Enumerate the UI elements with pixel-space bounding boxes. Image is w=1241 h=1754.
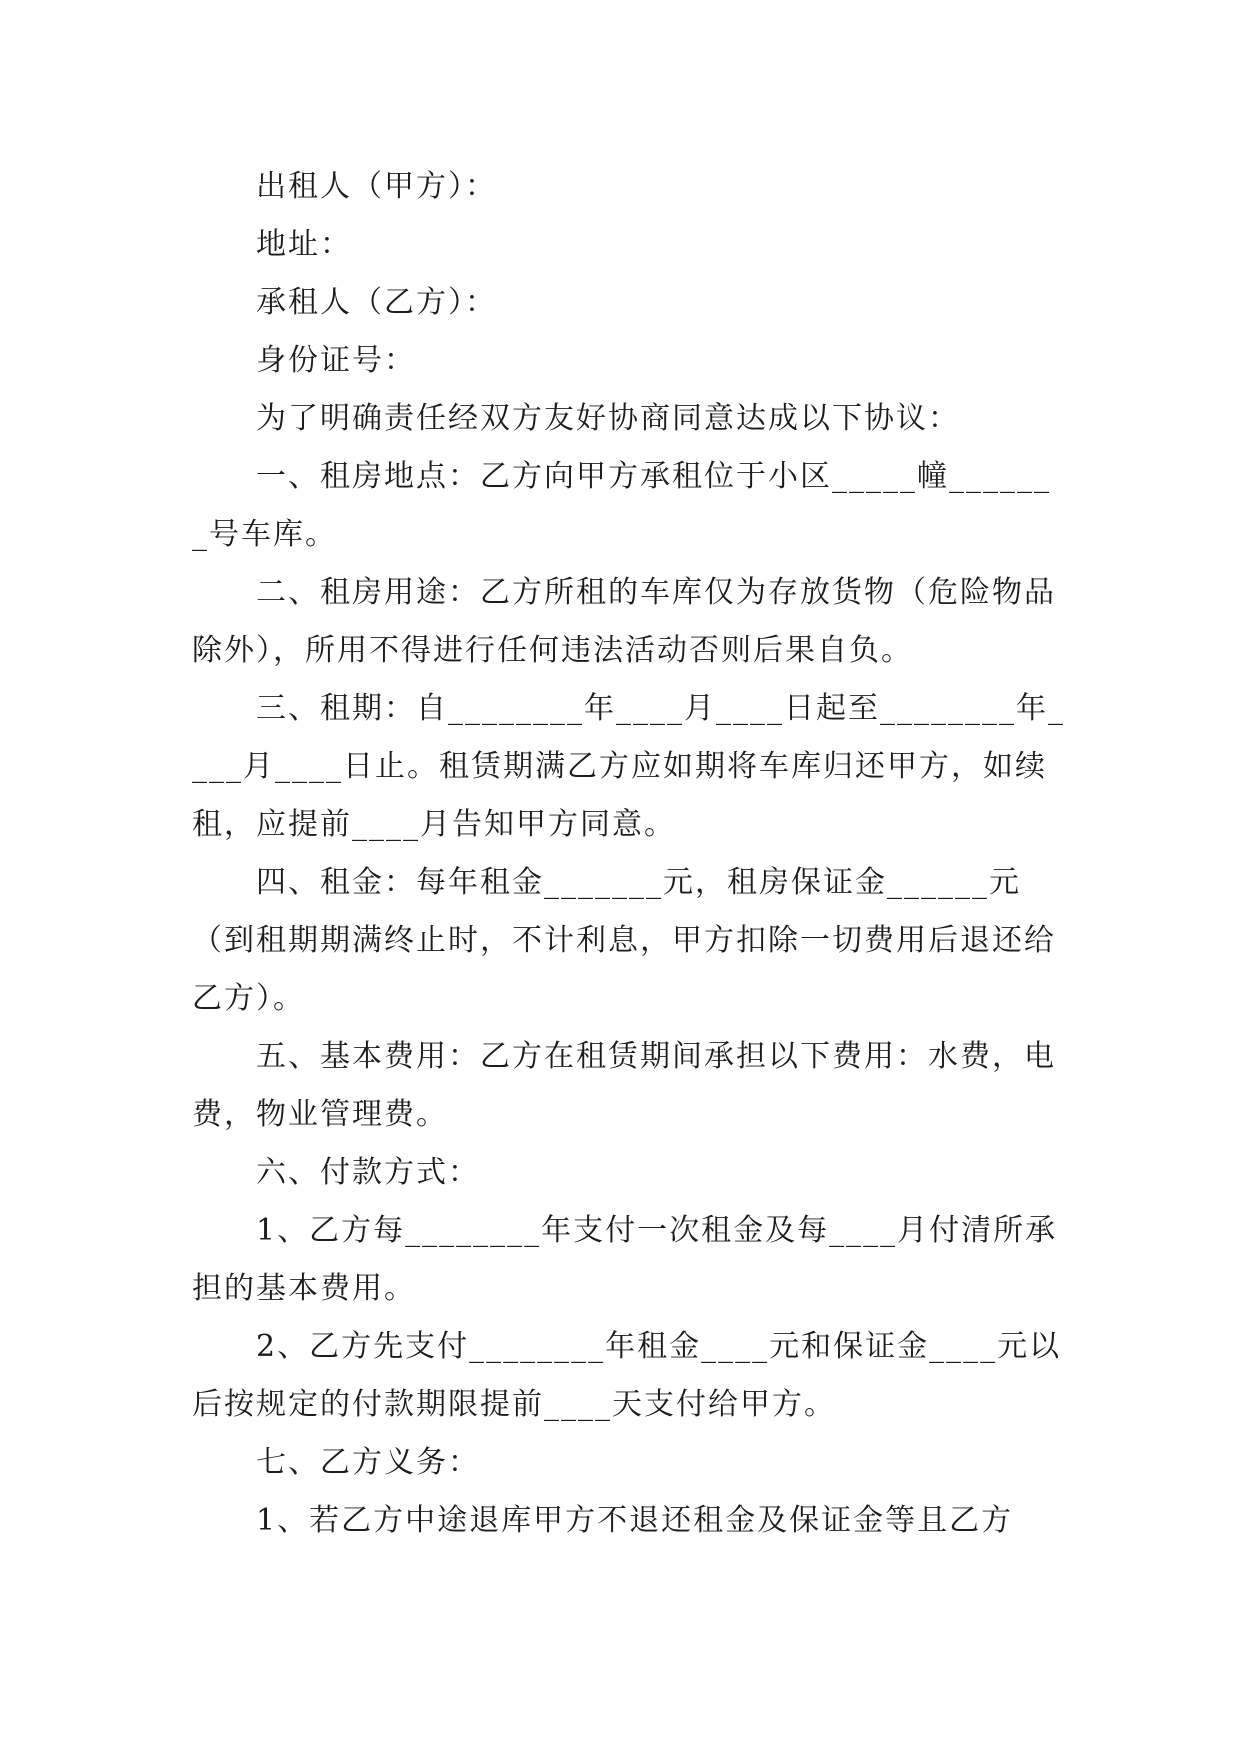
clause-usage: 二、租房用途：乙方所租的车库仅为存放货物（危险物品除外），所用不得进行任何违法活动否则后果自负。 — [192, 575, 1056, 668]
document-body — [192, 158, 1067, 1550]
clause-lessee-obligations-heading: 七、乙方义务： — [256, 1445, 480, 1480]
clause-basic-fees: 五、基本费用：乙方在租赁期间承担以下费用：水费，电费，物业管理费。 — [192, 1039, 1056, 1132]
id-number-line: 身份证号： — [256, 343, 416, 378]
clause-term: 三、租期：自________年____月____日起至________年____月____日止。租赁期满乙方应如期将车库归还甲方，如续租，应提前____月告知甲方同意。 — [192, 691, 1065, 842]
payment-item-2: 2、乙方先支付________年租金____元和保证金____元以后按规定的付款期限提前____天支付给甲方。 — [192, 1329, 1062, 1422]
address-line: 地址： — [256, 227, 352, 262]
lessee-line: 承租人（乙方）： — [256, 285, 497, 320]
payment-item-1: 1、乙方每________年支付一次租金及每____月付清所承担的基本费用。 — [192, 1213, 1058, 1306]
clause-location: 一、租房地点：乙方向甲方承租位于小区_____幢_______号车库。 — [192, 459, 1051, 552]
lessor-line: 出租人（甲方）： — [256, 169, 497, 204]
clause-payment-heading: 六、付款方式： — [256, 1155, 480, 1190]
obligation-item-1: 1、若乙方中途退库甲方不退还租金及保证金等且乙方 — [256, 1503, 1014, 1538]
agreement-intro: 为了明确责任经双方友好协商同意达成以下协议： — [256, 401, 960, 436]
clause-rent: 四、租金：每年租金_______元，租房保证金______元（到租期期满终止时，不计利息，甲方扣除一切费用后退还给乙方）。 — [192, 865, 1056, 1016]
